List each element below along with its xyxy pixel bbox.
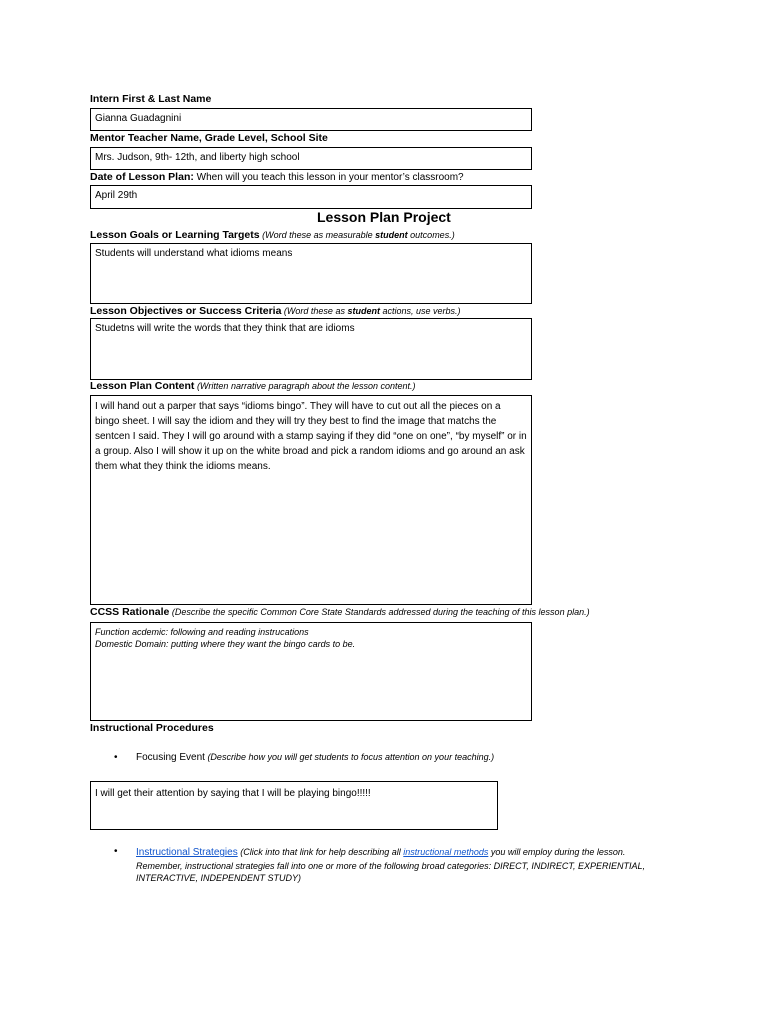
objectives-label <box>90 305 461 317</box>
ccss-note: (Describe the specific Common Core State Standards addressed during the teaching of this lesson plan.) <box>169 607 590 617</box>
intern-field[interactable] <box>90 108 532 131</box>
instructional-strategies-link[interactable]: Instructional Strategies <box>136 847 238 858</box>
procedures-heading: Instructional Procedures <box>90 722 214 734</box>
objectives-note-c: actions, use verbs.) <box>379 306 461 316</box>
date-label <box>90 171 464 183</box>
objectives-value: Studetns will write the words that they think that are idioms <box>95 323 355 334</box>
ccss-value <box>91 623 531 653</box>
content-label-text: Lesson Plan Content <box>90 380 195 392</box>
ccss-label <box>90 606 590 618</box>
strategies-bullet: • <box>114 846 118 857</box>
objectives-label-text: Lesson Objectives or Success Criteria <box>90 305 282 317</box>
focusing-label-text: Focusing Event <box>136 752 205 763</box>
objectives-note-b: student <box>347 306 380 316</box>
content-label <box>90 380 416 392</box>
instructional-methods-link[interactable]: instructional methods <box>403 847 489 857</box>
content-note: (Written narrative paragraph about the lesson content.) <box>194 381 416 391</box>
goals-note-c: outcomes.) <box>407 230 455 240</box>
ccss-line-1: Function acdemic: following and reading instrucations <box>95 627 309 637</box>
focusing-field[interactable] <box>90 781 498 830</box>
goals-label-text: Lesson Goals or Learning Targets <box>90 229 260 241</box>
intern-value: Gianna Guadagnini <box>95 113 182 124</box>
focusing-bullet: • <box>114 752 118 763</box>
date-value: April 29th <box>95 190 138 201</box>
mentor-field[interactable] <box>90 147 532 170</box>
strategies-block <box>136 846 696 885</box>
ccss-line-2: Domestic Domain: putting where they want the bingo cards to be. <box>95 639 356 649</box>
mentor-label: Mentor Teacher Name, Grade Level, School Site <box>90 132 328 144</box>
date-question: When will you teach this lesson in your mentor’s classroom? <box>193 172 464 183</box>
objectives-field[interactable] <box>90 318 532 380</box>
strategies-note-a: (Click into that link for help describing all <box>237 847 404 857</box>
goals-value: Students will understand what idioms means <box>95 248 293 259</box>
strategies-line-2: Remember, instructional strategies fall into one or more of the following broad categories: DIRECT, INDIRECT, EXPERIENTIAL, <box>136 860 646 871</box>
date-field[interactable] <box>90 185 532 209</box>
mentor-value: Mrs. Judson, 9th- 12th, and liberty high school <box>95 152 300 163</box>
content-value: I will hand out a parper that says “idioms bingo”. They will have to cut out all the pieces on a bingo sheet. I will say the idiom and they will try they best to find the image that matchs the sentcen I said. They I will go around with a stamp saying if they did “one on one”, “by myself” or in a group. Also I will show it up on the white broad and pick a random idioms and go around an ask them what they think the idioms means. <box>95 401 527 472</box>
focusing-label <box>136 752 494 763</box>
ccss-field[interactable] <box>90 622 532 721</box>
objectives-note-a: (Word these as <box>281 306 348 316</box>
focusing-note: (Describe how you will get students to focus attention on your teaching.) <box>204 752 495 762</box>
content-field[interactable] <box>90 395 532 605</box>
strategies-note-b: you will employ during the lesson. <box>488 847 626 857</box>
goals-label <box>90 229 455 241</box>
page-title: Lesson Plan Project <box>317 209 451 225</box>
strategies-line-3: INTERACTIVE, INDEPENDENT STUDY) <box>136 873 302 883</box>
intern-label: Intern First & Last Name <box>90 93 212 105</box>
goals-field[interactable] <box>90 243 532 304</box>
ccss-label-text: CCSS Rationale <box>90 606 170 618</box>
goals-note-b: student <box>375 230 408 240</box>
focusing-value: I will get their attention by saying that I will be playing bingo!!!!! <box>95 788 371 799</box>
date-label-text: Date of Lesson Plan: <box>90 171 194 183</box>
goals-note-a: (Word these as measurable <box>259 230 376 240</box>
